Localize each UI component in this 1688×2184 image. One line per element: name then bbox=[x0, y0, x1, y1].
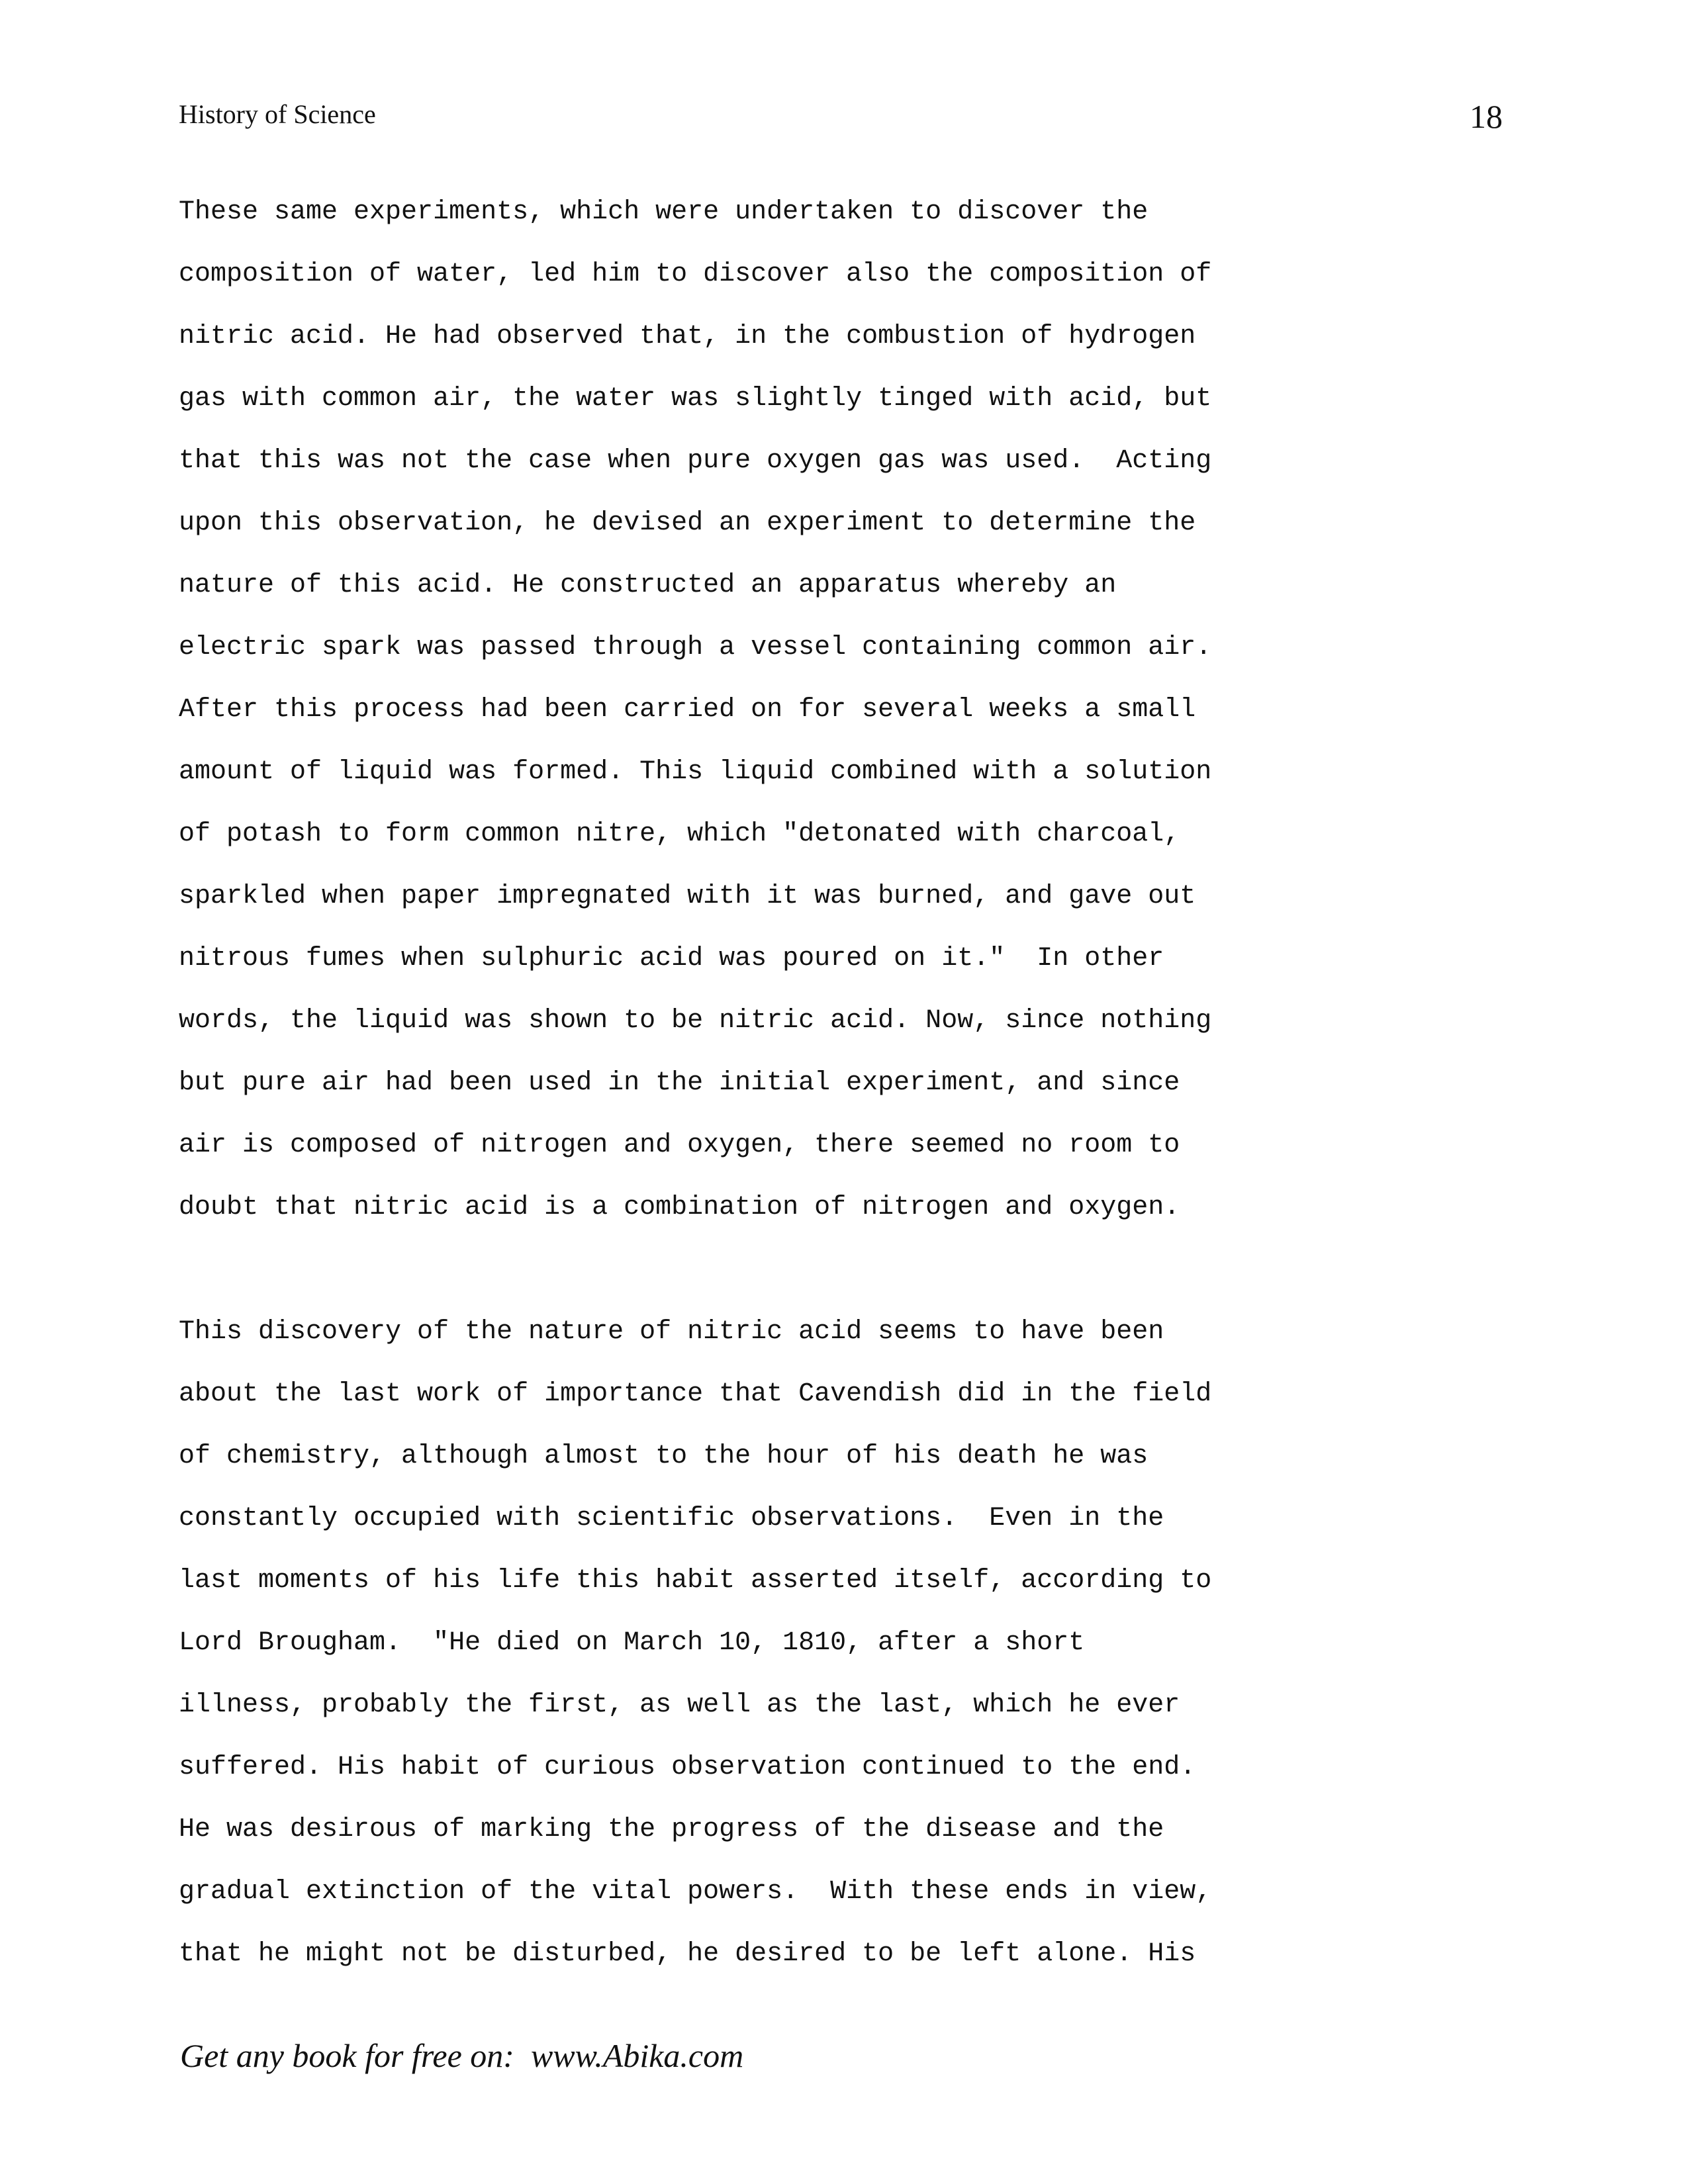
body-text bbox=[179, 195, 1509, 1999]
text-line: nitric acid. He had observed that, in the combustion of hydrogen bbox=[179, 322, 1196, 351]
page-number: 18 bbox=[1470, 98, 1503, 135]
text-line: constantly occupied with scientific observations. Even in the bbox=[179, 1504, 1164, 1533]
text-line: last moments of his life this habit asserted itself, according to bbox=[179, 1566, 1212, 1596]
text-line: nature of this acid. He constructed an apparatus whereby an bbox=[179, 570, 1117, 600]
text-line: upon this observation, he devised an experiment to determine the bbox=[179, 508, 1196, 538]
text-line: that this was not the case when pure oxygen gas was used. Acting bbox=[179, 446, 1212, 476]
paragraph-1 bbox=[179, 195, 1509, 1252]
text-line: air is composed of nitrogen and oxygen, there seemed no room to bbox=[179, 1130, 1180, 1160]
running-head: History of Science bbox=[179, 99, 376, 129]
text-line: illness, probably the first, as well as the last, which he ever bbox=[179, 1690, 1180, 1720]
text-line: After this process had been carried on for several weeks a small bbox=[179, 695, 1196, 725]
text-line: gradual extinction of the vital powers. With these ends in view, bbox=[179, 1877, 1212, 1907]
text-line: about the last work of importance that Cavendish did in the field bbox=[179, 1379, 1212, 1409]
text-line: of chemistry, although almost to the hour of his death he was bbox=[179, 1441, 1149, 1471]
text-line: words, the liquid was shown to be nitric acid. Now, since nothing bbox=[179, 1006, 1212, 1036]
text-line: This discovery of the nature of nitric acid seems to have been bbox=[179, 1317, 1164, 1347]
text-line: of potash to form common nitre, which "detonated with charcoal, bbox=[179, 819, 1180, 849]
text-line: but pure air had been used in the initial experiment, and since bbox=[179, 1068, 1180, 1098]
text-line: doubt that nitric acid is a combination of nitrogen and oxygen. bbox=[179, 1193, 1180, 1222]
text-line: composition of water, led him to discover also the composition of bbox=[179, 259, 1212, 289]
text-line: He was desirous of marking the progress of the disease and the bbox=[179, 1815, 1164, 1844]
text-line: These same experiments, which were undertaken to discover the bbox=[179, 197, 1149, 227]
text-line: nitrous fumes when sulphuric acid was poured on it." In other bbox=[179, 944, 1164, 974]
text-line: sparkled when paper impregnated with it was burned, and gave out bbox=[179, 882, 1196, 911]
paragraph-2 bbox=[179, 1314, 1509, 1999]
text-line: amount of liquid was formed. This liquid combined with a solution bbox=[179, 757, 1212, 787]
text-line: suffered. His habit of curious observation continued to the end. bbox=[179, 1752, 1196, 1782]
footer-promo: Get any book for free on: www.Abika.com bbox=[180, 2037, 744, 2074]
text-line: gas with common air, the water was slightly tinged with acid, but bbox=[179, 384, 1212, 414]
text-line: electric spark was passed through a vessel containing common air. bbox=[179, 633, 1212, 662]
text-line: Lord Brougham. "He died on March 10, 1810, after a short bbox=[179, 1628, 1085, 1658]
text-line: that he might not be disturbed, he desired to be left alone. His bbox=[179, 1939, 1196, 1969]
paragraph-gap bbox=[179, 1252, 1509, 1314]
